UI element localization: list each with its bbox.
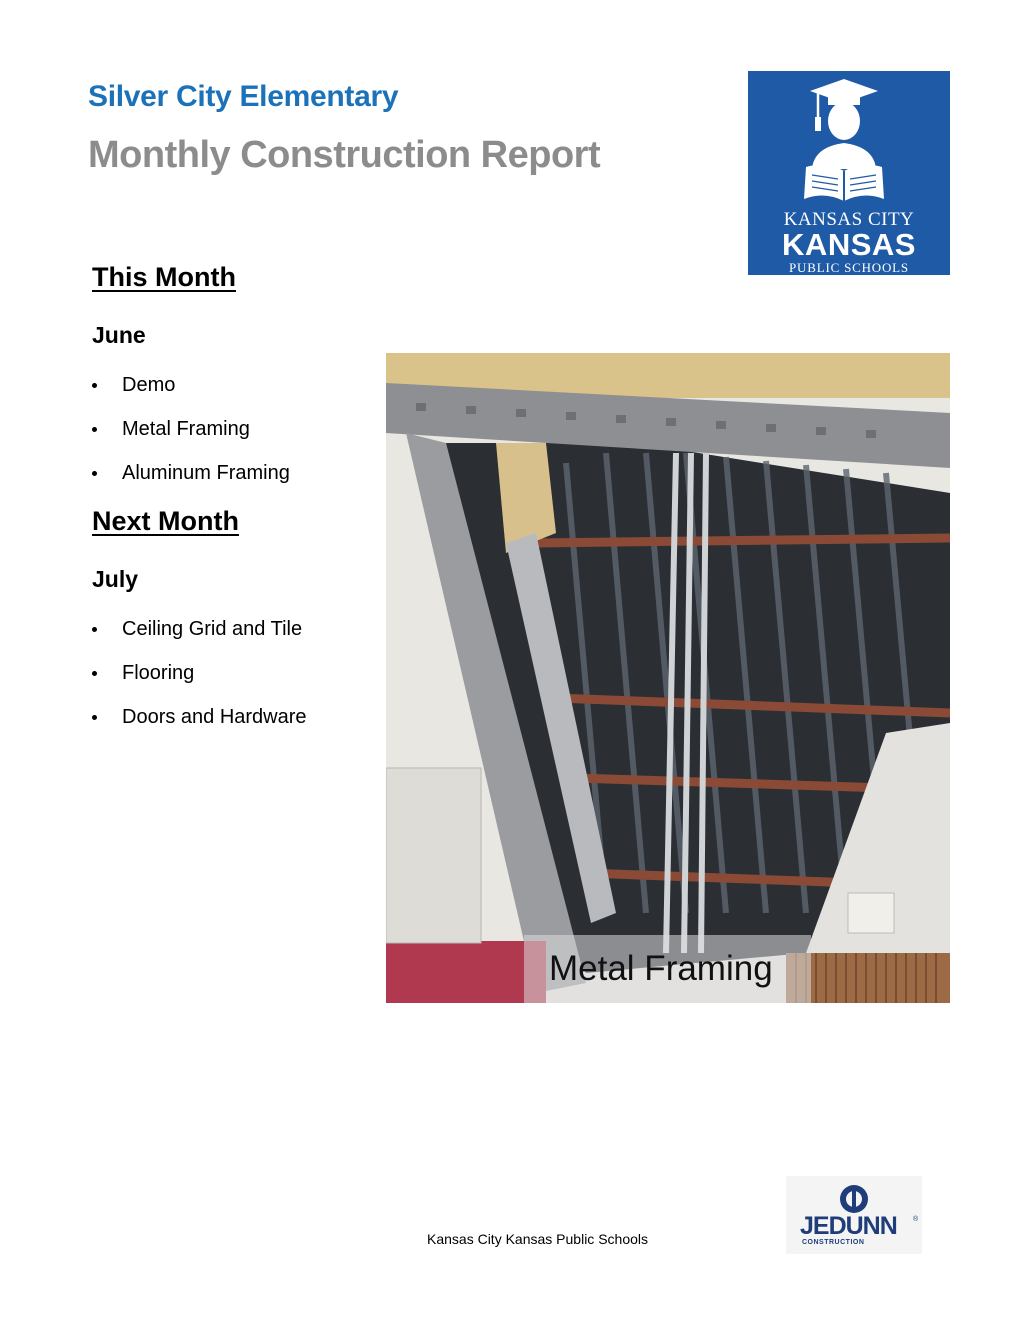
jedunn-wordmark: JEDUNN [800, 1212, 897, 1240]
list-item [92, 660, 307, 704]
bullet-icon [92, 383, 97, 388]
registered-mark: ® [913, 1216, 919, 1223]
logo-line-public-schools: PUBLIC SCHOOLS [789, 260, 909, 275]
list-item [92, 372, 290, 416]
next-month-list [92, 616, 307, 748]
jedunn-logo [786, 1176, 922, 1254]
jedunn-subtitle: CONSTRUCTION [802, 1239, 865, 1246]
this-month-name: June [92, 322, 146, 348]
bullet-icon [92, 671, 97, 676]
list-item-text: Aluminum Framing [122, 462, 290, 484]
bullet-icon [92, 427, 97, 432]
ceiling-framing-illustration [386, 353, 950, 1003]
report-title: Monthly Construction Report [88, 134, 601, 176]
footer-text: Kansas City Kansas Public Schools [427, 1231, 648, 1247]
logo-line-kansas: KANSAS [782, 227, 916, 262]
this-month-list [92, 372, 290, 504]
jedunn-mark-icon [836, 1184, 872, 1214]
photo-caption: Metal Framing [549, 949, 773, 988]
logo-line-kansas-city: KANSAS CITY [783, 209, 915, 230]
list-item [92, 704, 307, 748]
next-month-heading: Next Month [92, 506, 239, 536]
this-month-heading: This Month [92, 262, 236, 292]
list-item-text: Flooring [122, 662, 195, 684]
bullet-icon [92, 471, 97, 476]
list-item-text: Demo [122, 374, 176, 396]
bullet-icon [92, 627, 97, 632]
kckps-logo [748, 71, 950, 275]
bullet-icon [92, 715, 97, 720]
list-item [92, 460, 290, 504]
list-item-text: Ceiling Grid and Tile [122, 618, 303, 640]
list-item-text: Metal Framing [122, 418, 250, 440]
school-name: Silver City Elementary [88, 80, 399, 113]
list-item [92, 616, 307, 660]
next-month-name: July [92, 566, 139, 592]
list-item-text: Doors and Hardware [122, 706, 307, 728]
list-item [92, 416, 290, 460]
construction-photo [386, 353, 950, 1003]
